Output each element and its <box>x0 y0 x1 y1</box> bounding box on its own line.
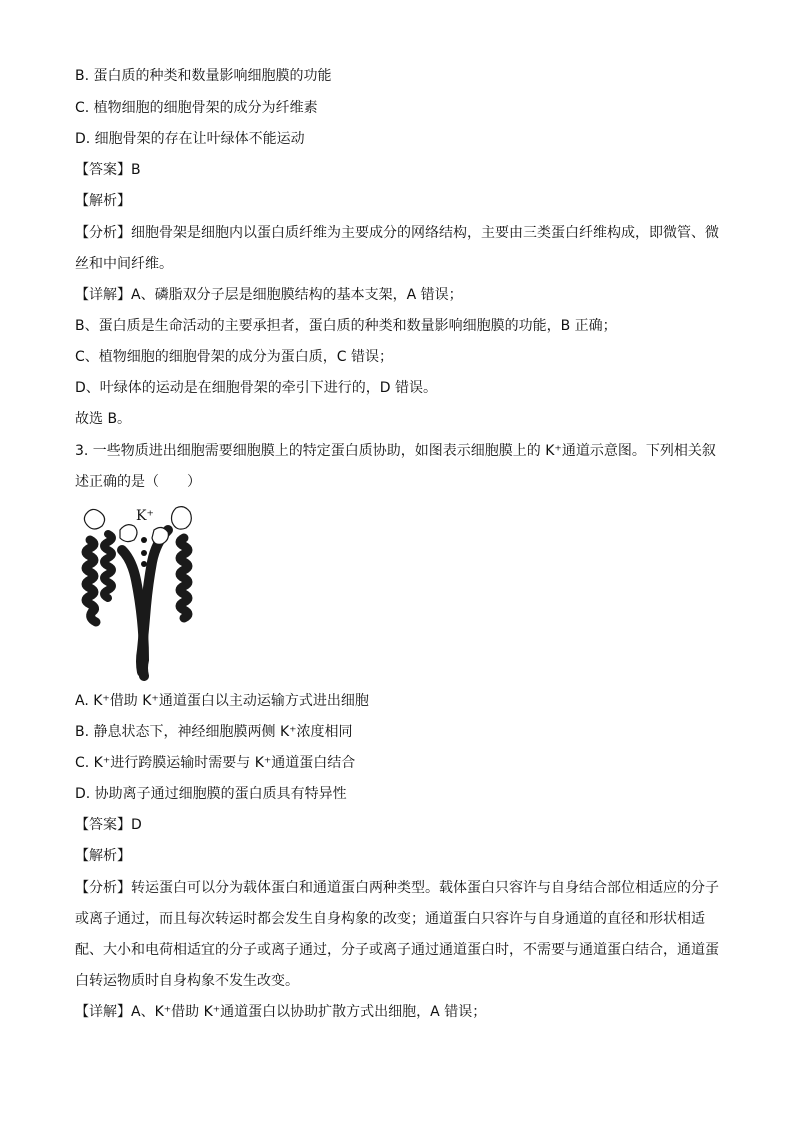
detail-line-a: 【详解】A、磷脂双分子层是细胞膜结构的基本支架，A 错误； <box>75 287 463 303</box>
left-top-loop <box>84 509 104 529</box>
detail2-line-a: 【详解】A、K⁺借助 K⁺通道蛋白以协助扩散方式出细胞，A 错误； <box>75 1004 487 1020</box>
ion-3 <box>141 561 147 567</box>
right-top-loop <box>172 507 192 529</box>
left-filter-loop <box>120 525 137 542</box>
answer-label: 【答案】B <box>75 162 141 178</box>
option-d2-text: D. 协助离子通过细胞膜的蛋白质具有特异性 <box>75 786 347 802</box>
left-inner-helix <box>104 534 112 598</box>
explanation-label: 【解析】 <box>75 193 131 209</box>
conclusion-line: 故选 B。 <box>75 411 132 427</box>
option-b2-text: B. 静息状态下，神经细胞膜两侧 K⁺浓度相同 <box>75 724 353 740</box>
analysis-paragraph: 【分析】细胞骨架是细胞内以蛋白质纤维为主要成分的网络结构，主要由三类蛋白纤维构成，即微管、微丝和中间纤维。 <box>75 225 719 272</box>
k-channel-figure <box>72 500 212 685</box>
option-b-text: B. 蛋白质的种类和数量影响细胞膜的功能 <box>75 68 332 84</box>
answer2-label: 【答案】D <box>75 817 142 833</box>
right-filter-loop <box>152 527 168 544</box>
k-channel-diagram <box>72 500 212 685</box>
right-outer-helix <box>180 538 188 618</box>
option-c-text: C. 植物细胞的细胞骨架的成分为纤维素 <box>75 100 318 116</box>
explanation2-label: 【解析】 <box>75 848 131 864</box>
option-a-text: A. K⁺借助 K⁺通道蛋白以主动运输方式进出细胞 <box>75 693 369 709</box>
k-ion-label: K⁺ <box>136 508 154 524</box>
option-c2-text: C. K⁺进行跨膜运输时需要与 K⁺通道蛋白结合 <box>75 755 356 771</box>
question-3-stem: 3. 一些物质进出细胞需要细胞膜上的特定蛋白质协助，如图表示细胞膜上的 K⁺通道示意图。下列相关叙述正确的是（ ） <box>75 443 716 490</box>
detail-line-d: D、叶绿体的运动是在细胞骨架的牵引下进行的，D 错误。 <box>75 380 438 396</box>
ion-1 <box>141 537 147 543</box>
ion-2 <box>141 550 147 556</box>
detail-line-c: C、植物细胞的细胞骨架的成分为蛋白质，C 错误； <box>75 349 393 365</box>
detail-line-b: B、蛋白质是生命活动的主要承担者，蛋白质的种类和数量影响细胞膜的功能，B 正确； <box>75 318 617 334</box>
left-outer-helix <box>86 540 96 622</box>
option-d-text: D. 细胞骨架的存在让叶绿体不能运动 <box>75 131 305 147</box>
analysis2-paragraph: 【分析】转运蛋白可以分为载体蛋白和通道蛋白两种类型。载体蛋白只容许与自身结合部位相适应的分子或离子通过，而且每次转运时都会发生自身构象的改变；通道蛋白只容许与自身通道的直径和形状相适配、大小和电荷相适宜的分子或离子通过，分子或离子通过通道蛋白时，不需要与通道蛋白结合，通道蛋白转运物质时自身构象不发生改变。 <box>75 880 719 989</box>
